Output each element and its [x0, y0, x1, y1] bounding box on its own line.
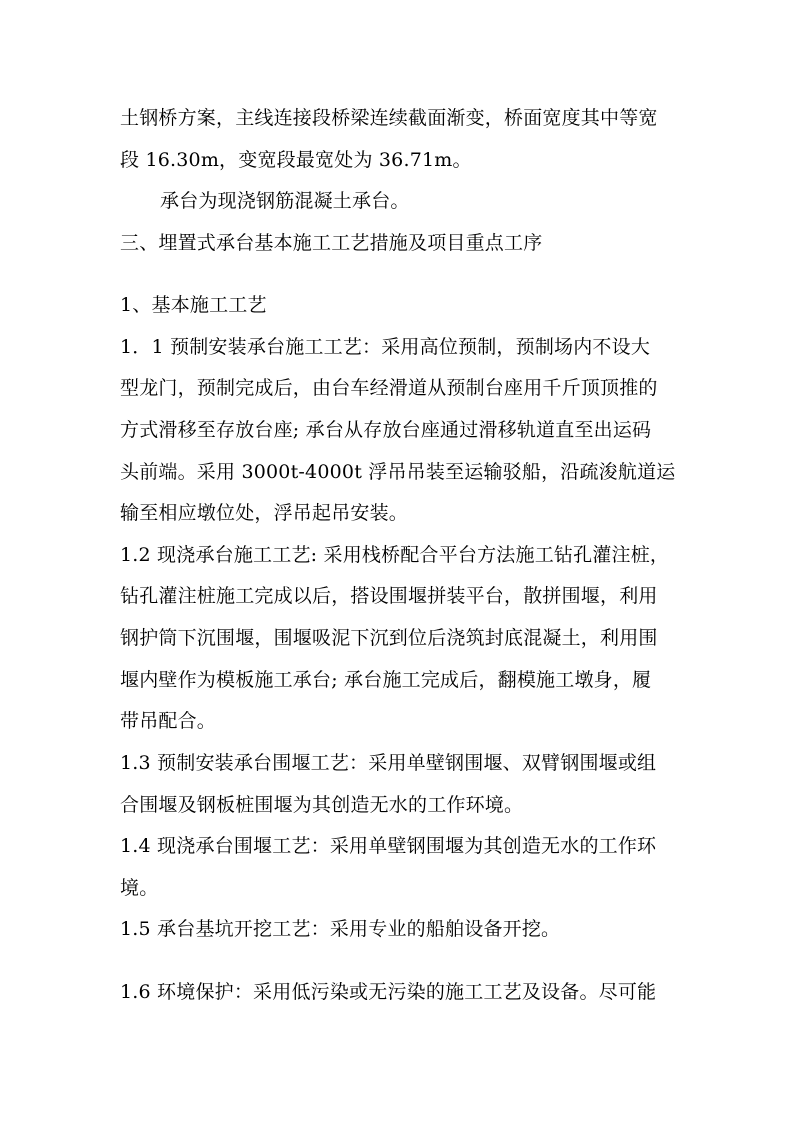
text-line: 方式滑移至存放台座; 承台从存放台座通过滑移轨道直至出运码 — [120, 419, 652, 441]
text-line: 土钢桥方案，主线连接段桥梁连续截面渐变，桥面宽度其中等宽 — [120, 107, 658, 129]
text-line: 输至相应墩位处，浮吊起吊安装。 — [120, 502, 409, 524]
text-line: 1.4 现浇承台围堰工艺：采用单壁钢围堰为其创造无水的工作环 — [120, 835, 657, 857]
text-line: 头前端。采用 3000t-4000t 浮吊吊装至运输驳船，沿疏浚航道运 — [120, 461, 676, 483]
text-line: 承台为现浇钢筋混凝土承台。 — [160, 190, 410, 212]
text-line: 型龙门，预制完成后，由台车经滑道从预制台座用千斤顶顶推的 — [120, 377, 658, 399]
text-line: 1.2 现浇承台施工工艺: 采用栈桥配合平台方法施工钻孔灌注桩， — [120, 544, 670, 566]
text-line: 堰内壁作为模板施工承台; 承台施工完成后，翻模施工墩身，履 — [120, 669, 652, 691]
text-line: 合围堰及钢板桩围堰为其创造无水的工作环境。 — [120, 794, 524, 816]
text-line: 1.3 预制安装承台围堰工艺：采用单壁钢围堰、双臂钢围堰或组 — [120, 752, 657, 774]
text-line: 1.6 环境保护：采用低污染或无污染的施工工艺及设备。尽可能 — [120, 981, 657, 1003]
text-line: 境。 — [120, 877, 159, 899]
text-line: 带吊配合。 — [120, 710, 217, 732]
text-line: 段 16.30m，变宽段最宽处为 36.71m。 — [120, 149, 472, 171]
text-line: 1.5 承台基坑开挖工艺：采用专业的船舶设备开挖。 — [120, 918, 561, 940]
text-line: 钻孔灌注桩施工完成以后，搭设围堰拼装平台，散拼围堰，利用 — [120, 585, 658, 607]
text-line: 钢护筒下沉围堰，围堰吸泥下沉到位后浇筑封底混凝土，利用围 — [120, 627, 658, 649]
subsection-heading: 1、基本施工工艺 — [120, 294, 267, 316]
section-heading: 三、埋置式承台基本施工工艺措施及项目重点工序 — [120, 232, 543, 254]
text-line: 1．1 预制安装承台施工工艺：采用高位预制，预制场内不设大 — [120, 336, 651, 358]
